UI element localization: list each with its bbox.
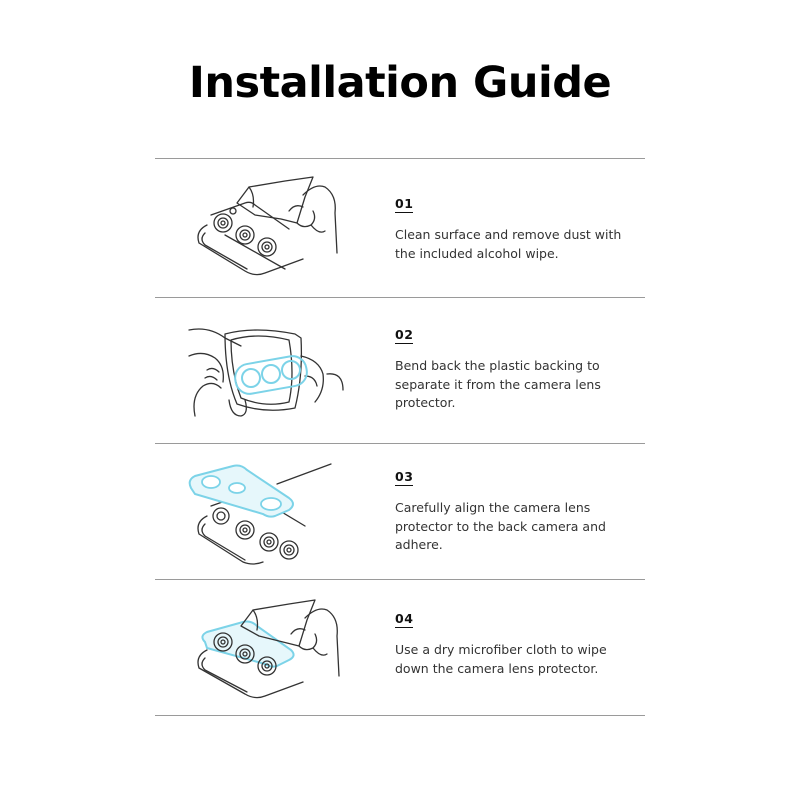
step-description: Bend back the plastic backing to separate it from the camera lens protector.	[395, 358, 601, 410]
step-text-03	[395, 468, 645, 555]
step-02	[155, 298, 645, 443]
page-title: Installation Guide	[188, 58, 612, 108]
step-number: 03	[395, 469, 414, 484]
step-number: 02	[395, 327, 414, 342]
step-01	[155, 159, 645, 297]
step-number: 04	[395, 611, 414, 626]
step-number: 01	[395, 196, 414, 211]
hand-wiping-camera-illustration	[185, 173, 345, 283]
step-03	[155, 444, 645, 579]
step-text-01	[395, 195, 645, 263]
step-description: Use a dry microfiber cloth to wipe down the camera lens protector.	[395, 642, 607, 676]
step-description: Carefully align the camera lens protector to the back camera and adhere.	[395, 500, 606, 552]
step-description: Clean surface and remove dust with the included alcohol wipe.	[395, 227, 622, 261]
hands-bending-backing-illustration	[185, 316, 345, 426]
hand-wiping-protector-illustration	[185, 596, 345, 706]
step-text-04	[395, 610, 645, 678]
step-04	[155, 580, 645, 715]
divider	[155, 715, 645, 716]
step-text-02	[395, 326, 645, 413]
protector-aligning-illustration	[185, 458, 345, 568]
